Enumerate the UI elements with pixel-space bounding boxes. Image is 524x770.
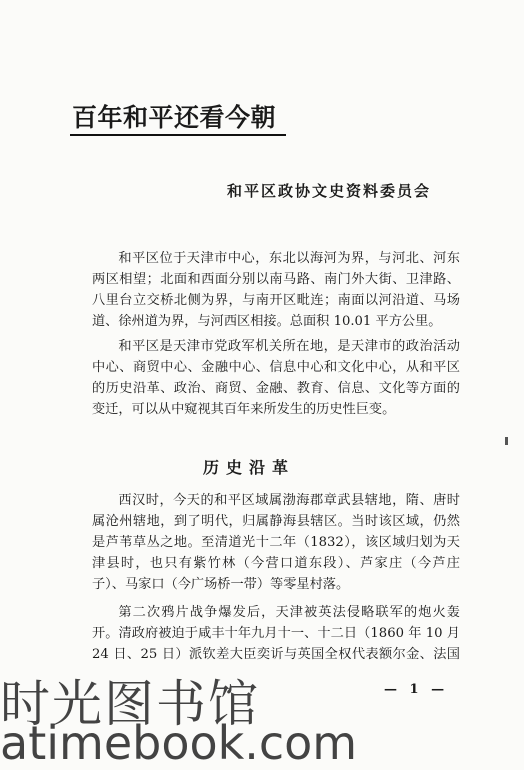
article-title: 百年和平还看今朝 <box>72 103 277 132</box>
intro-paragraph-1: 和平区位于天津市中心，东北以海河为界，与河北、河东两区相望；北面和西面分别以南马路、南门外大街、卫津路、八里台立交桥北侧为界，与南开区毗连；南面以河沿道、马场道、徐州道为界，与河西区相接。总面积 10.01 平方公里。 <box>92 251 460 329</box>
scan-speck <box>505 437 508 445</box>
intro-paragraph-2: 和平区是天津市党政军机关所在地，是天津市的政治活动中心、商贸中心、金融中心、信息中心和文化中心，从和平区的历史沿革、政治、商贸、金融、教育、信息、文化等方面的变迁，可以从中窥视其百年来所发生的历史性巨变。 <box>92 339 460 417</box>
section-heading: 历史沿革 <box>203 458 296 477</box>
section-paragraph-1: 西汉时，今天的和平区域属渤海郡章武县辖地，隋、唐时属沧州辖地，到了明代，归属静海县辖区。当时该区域，仍然是芦苇草丛之地。至清道光十二年（1832），该区域归划为天津县时，也只有紫竹林（今营口道东段）、芦家庄（今芦庄子）、马家口（今广场桥一带）等零星村落。 <box>92 493 460 592</box>
watermark-chinese: 时光图书馆 <box>0 675 260 733</box>
watermark-url: atimebook.com <box>0 716 358 770</box>
page-number: — 1 — <box>384 682 449 697</box>
title-block <box>70 96 286 136</box>
section-paragraph-2: 第二次鸦片战争爆发后，天津被英法侵略联军的炮火轰开。清政府被迫于咸丰十年九月十一、十二日（1860 年 10 月 24 日、25 日）派钦差大臣奕䜣与英国全权代表额尔金、法国 <box>92 605 460 662</box>
author-line: 和平区政协文史资料委员会 <box>227 182 432 200</box>
